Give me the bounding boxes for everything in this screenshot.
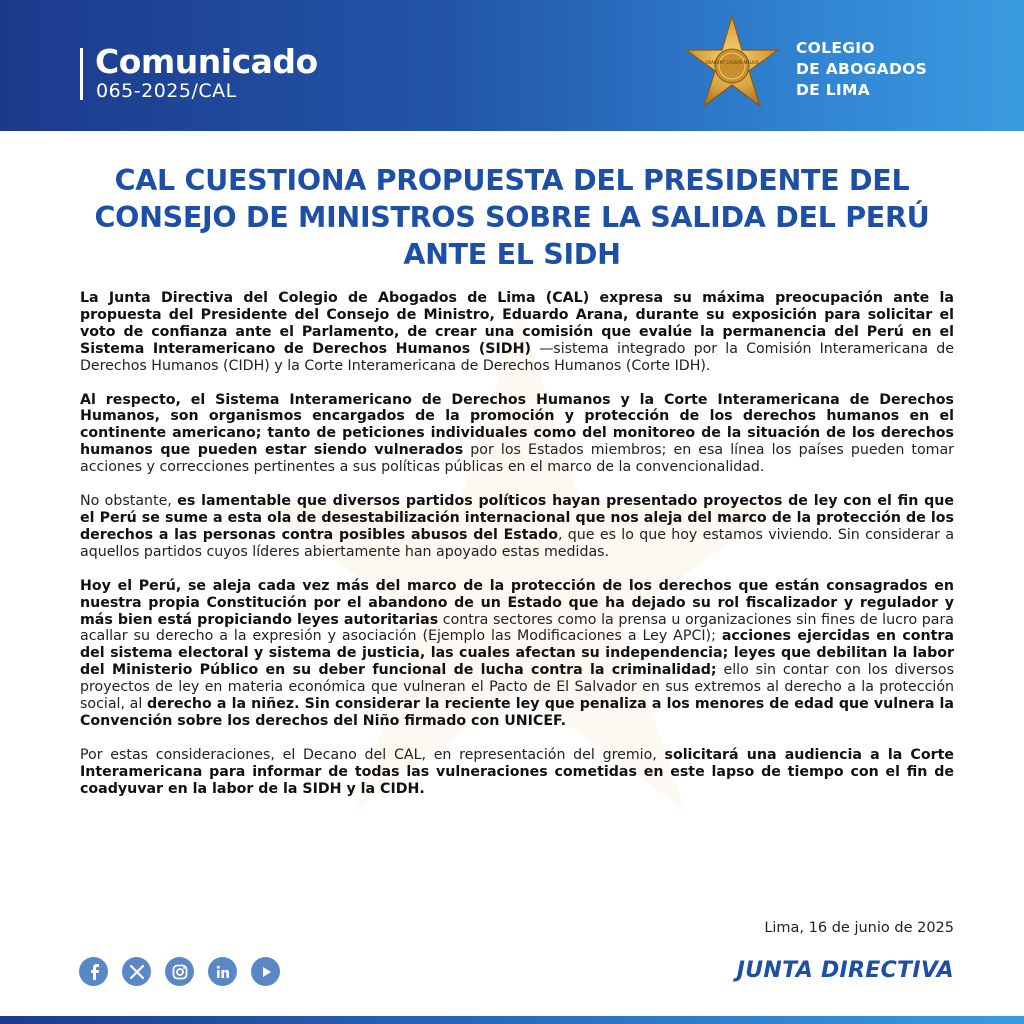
youtube-icon[interactable] [251,957,280,986]
paragraph-5 [80,747,954,798]
p5-start: Por estas consideraciones, el Decano del CAL, en representación del gremio, [80,746,665,763]
p3-bold: es lamentable que diversos partidos políticos hayan presentado proyectos de ley con el fin que el Perú se sume a esta ola de desestabilización internacional que nos aleja del marco de la protección de los derechos a las personas contra posibles abusos del Estado [80,493,954,543]
p5-bold: solicitará una audiencia a la Corte Interamericana para informar de todas las vulneraciones cometidas en este lapso de tiempo con el fin de coadyuvar en la labor de la SIDH y la CIDH. [80,746,954,797]
paragraph-4 [80,578,954,730]
header-banner [0,0,1024,131]
document-type-title: Comunicado [95,42,318,81]
paragraph-1 [80,290,954,375]
signature-date: Lima, 16 de junio de 2025 [764,920,954,936]
statement-body [80,290,954,815]
paragraph-2 [80,392,954,477]
headline [80,162,944,273]
p1-bold: La Junta Directiva del Colegio de Abogados de Lima (CAL) expresa su máxima preocupación ante la propuesta del Presidente del Consejo de Ministro, Eduardo Arana, durante su exposición para solicitar el voto de confianza ante el Parlamento, de crear una comisión que evalúe la permanencia del Perú en el Sistema Interamericano de Derechos Humanos (SIDH) [80,290,954,357]
org-line-1: COLEGIO [796,39,875,57]
instagram-icon[interactable] [165,957,194,986]
social-links [79,957,280,986]
headline-line-2: CONSEJO DE MINISTROS SOBRE LA SALIDA DEL PERÚ [94,201,930,234]
cal-star-logo-icon [680,14,784,118]
document-code: 065-2025/CAL [96,80,237,102]
headline-line-3: ANTE EL SIDH [403,238,621,271]
paragraph-3 [80,493,954,561]
org-line-2: DE ABOGADOS [796,60,928,78]
signature-organization: JUNTA DIRECTIVA [736,958,954,983]
p2-text: por los Estados miembros; en esa línea los países pueden tomar acciones y correcciones pertinentes a sus políticas públicas en el marco de la convencionalidad. [80,442,955,476]
p4-bold-3: derecho a la niñez. Sin considerar la reciente ley que penaliza a los menores de edad que vulnera la Convención sobre los derechos del Niño firmado con UNICEF. [80,696,954,729]
logo-motto: ORABUNT CAUSAS MELIUS [705,60,759,65]
headline-line-1: CAL CUESTIONA PROPUESTA DEL PRESIDENTE DEL [114,164,910,197]
facebook-icon[interactable] [79,957,108,986]
org-line-3: DE LIMA [796,81,871,99]
x-icon[interactable] [122,957,151,986]
p4-bold-2: acciones ejercidas en contra del sistema electoral y sistema de justicia, las cuales afectan su independencia; leyes que debilitan la labor del Ministerio Público en su deber funcional de lucha contra la criminalidad; [80,628,954,679]
p2-bold: Al respecto, el Sistema Interamericano de Derechos Humanos y la Corte Interamericana de Derechos Humanos, son organismos encargados de la promoción y protección de los derechos humanos en el continente americano; tanto de peticiones individuales como del monitoreo de la situación de los derechos humanos que pueden estar siendo vulnerados [80,391,954,459]
linkedin-icon[interactable] [208,957,237,986]
p3-text: , que es lo que hoy estamos viviendo. Sin considerar a aquellos partidos cuyos líderes abiertamente han apoyado estas medidas. [80,526,955,560]
p4-text-1: contra sectores como la prensa u organizaciones sin fines de lucro para acallar su derecho a la expresión y asociación (Ejemplo las Modificaciones a Ley APCI); [80,611,954,645]
organization-name [796,38,927,101]
header-divider [80,48,83,100]
p4-text-2: ello sin contar con los diversos proyectos de ley en materia económica que vulneran el Pacto de El Salvador en sus extremos al derecho a la protección social, al [80,662,954,713]
p4-bold-1: Hoy el Perú, se aleja cada vez más del marco de la protección de los derechos que están consagrados en nuestra propia Constitución por el abandono de un Estado que ha dejado su rol fiscalizador y regulador y más bien está propiciando leyes autoritarias [80,577,954,628]
p1-text: —sistema integrado por la Comisión Interamericana de Derechos Humanos (CIDH) y la Corte Interamericana de Derechos Humanos (Corte IDH). [80,340,955,374]
footer-bar [0,1016,1024,1024]
p3-start: No obstante, [80,493,178,510]
